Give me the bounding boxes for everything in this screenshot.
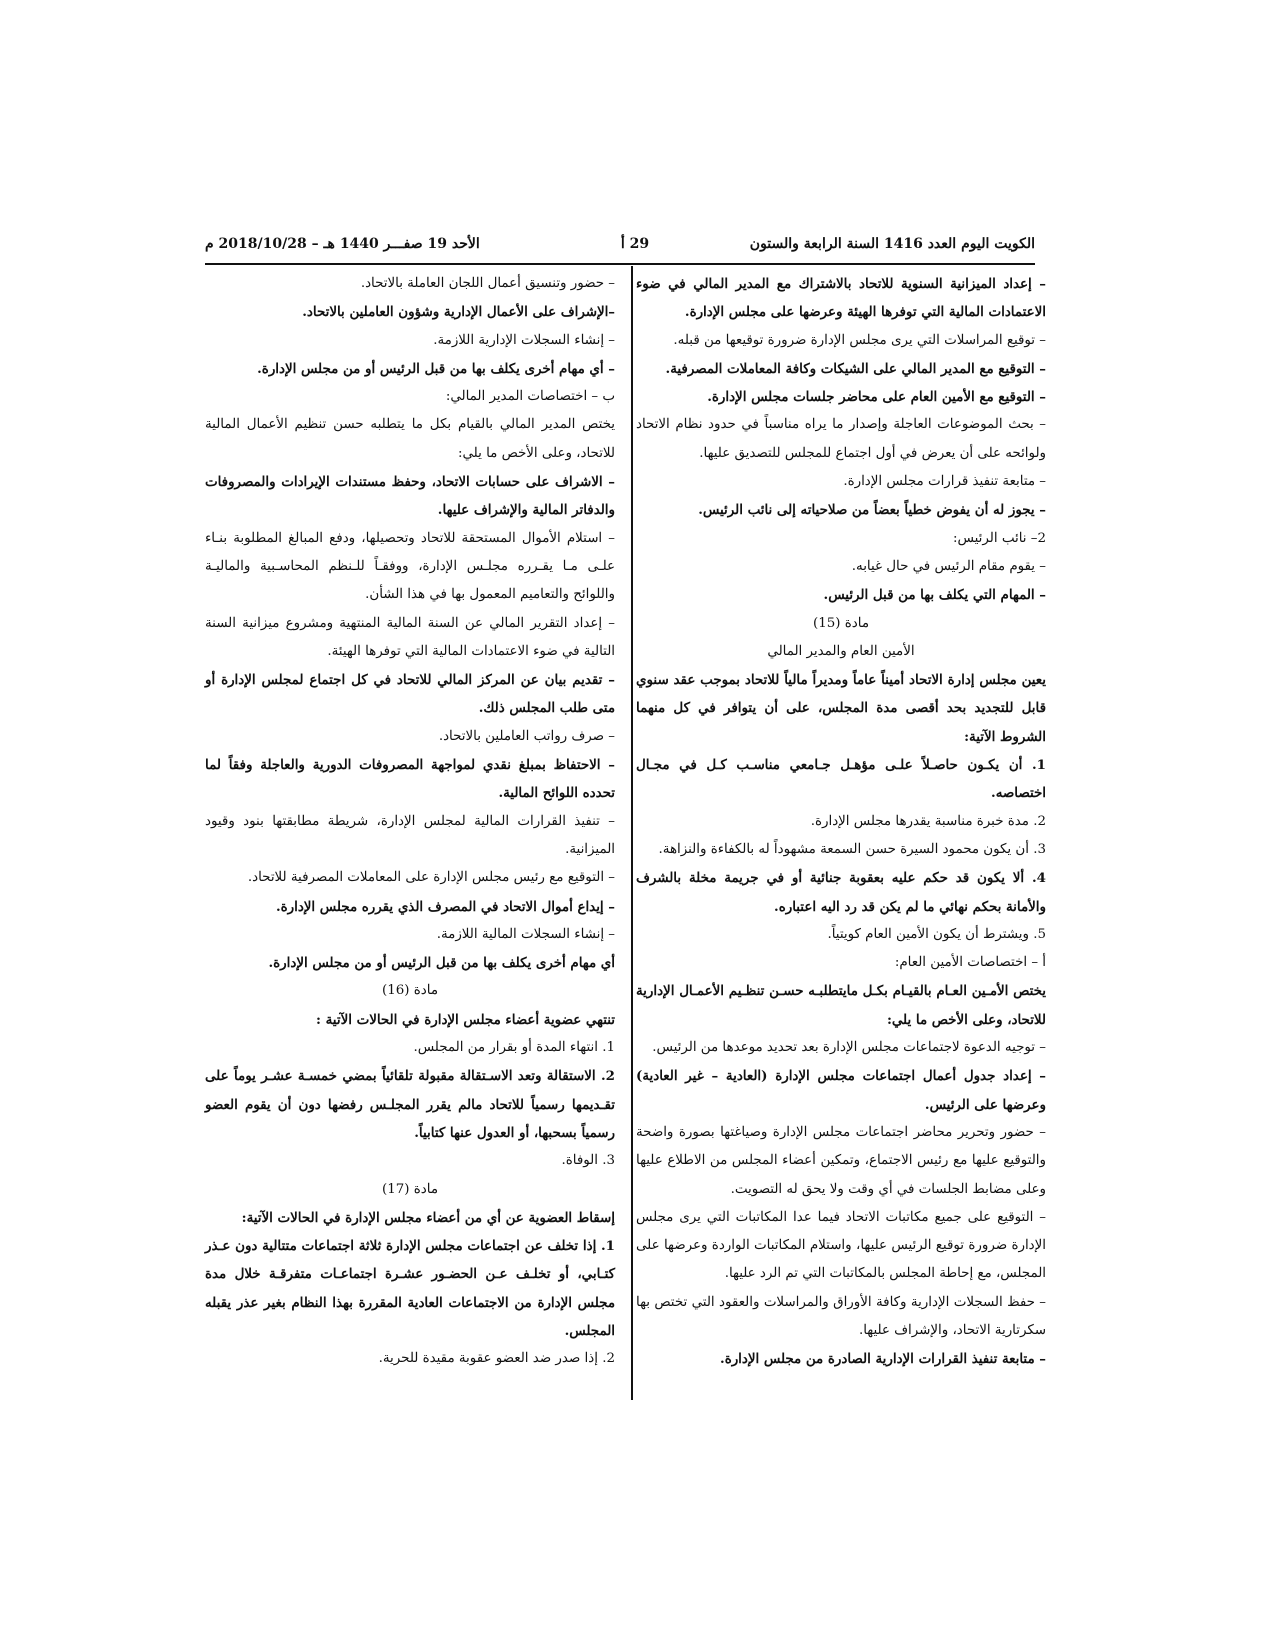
gazette-issue: الكويت اليوم العدد 1416 السنة الرابعة والستون bbox=[749, 236, 1035, 252]
paragraph: تنتهي عضوية أعضاء مجلس الإدارة في الحالات الآتية : bbox=[316, 1011, 615, 1028]
paragraph: – استلام الأموال المستحقة للاتحاد وتحصيلها، ودفع المبالغ المطلوبة بنـاء علـى مـا يقـرره مجلـس الإدارة، ووفقـاً للـنظم المحاسـبية والماليـة واللوائح والتعاميم المعمول بها في هذا الشأن. bbox=[205, 530, 615, 603]
paragraph: يختص الأمـين العـام بالقيـام بكـل مايتطلبـه حسـن تنظـيم الأعمـال الإدارية للاتحاد، وعلى الأخص ما يلي: bbox=[636, 983, 1046, 1028]
paragraph: –الإشراف على الأعمال الإدارية وشؤون العاملين بالاتحاد. bbox=[302, 304, 615, 321]
paragraph: 2– نائب الرئيس: bbox=[953, 530, 1046, 546]
paragraph: – توجيه الدعوة لاجتماعات مجلس الإدارة بعد تحديد موعدها من الرئيس. bbox=[652, 1040, 1046, 1056]
right-column bbox=[636, 270, 1046, 1374]
page-header bbox=[205, 229, 1035, 259]
list-item: 2. إذا صدر ضد العضو عقوبة مقيدة للحرية. bbox=[378, 1351, 615, 1367]
paragraph: – إنشاء السجلات المالية اللازمة. bbox=[436, 926, 615, 942]
list-item: 4. ألا يكون قد حكم عليه بعقوبة جنائية أو في جريمة مخلة بالشرف والأمانة بحكم نهائي ما لم يكن قد رد اليه اعتباره. bbox=[636, 870, 1046, 915]
paragraph: – توقيع المراسلات التي يرى مجلس الإدارة ضرورة توقيعها من قبله. bbox=[673, 332, 1046, 348]
article-heading: مادة (16) bbox=[382, 983, 438, 999]
paragraph: – الاشراف على حسابات الاتحاد، وحفظ مستندات الإيرادات والمصروفات والدفاتر المالية والإشراف عليها. bbox=[205, 474, 615, 519]
paragraph: – يقوم مقام الرئيس في حال غيابه. bbox=[851, 558, 1046, 574]
list-item: 1. أن يكـون حاصـلاً علـى مؤهـل جـامعي مناسـب كـل في مجـال اختصاصه. bbox=[636, 757, 1046, 802]
paragraph: – بحث الموضوعات العاجلة وإصدار ما يراه مناسباً في حدود نظام الاتحاد ولوائحه على أن يعرض في أول اجتماع للمجلس للتصديق عليها. bbox=[636, 417, 1046, 461]
list-item: 3. الوفاة. bbox=[561, 1153, 615, 1169]
article-heading: مادة (17) bbox=[382, 1181, 438, 1197]
header-rule bbox=[205, 263, 1035, 265]
paragraph: – التوقيع على جميع مكاتبات الاتحاد فيما عدا المكاتبات التي يرى مجلس الإدارة ضرورة توقيع الرئيس عليها، واستلام المكاتبات الواردة وعرضها على المجلس، مع إحاطة المجلس بالمكاتبات التي تم الرد عليها. bbox=[636, 1209, 1046, 1282]
paragraph: – إعداد التقرير المالي عن السنة المالية المنتهية ومشروع ميزانية السنة التالية في ضوء الاعتمادات المالية التي توفرها الهيئة. bbox=[205, 615, 615, 659]
paragraph: – إعداد الميزانية السنوية للاتحاد بالاشتراك مع المدير المالي في ضوء الاعتمادات المالية التي توفرها الهيئة وعرضها على مجلس الإدارة. bbox=[636, 276, 1046, 321]
paragraph: – متابعة تنفيذ قرارات مجلس الإدارة. bbox=[843, 474, 1046, 490]
list-item: 1. إذا تخلف عن اجتماعات مجلس الإدارة ثلاثة اجتماعات متتالية دون عـذر كتـابي، أو تخلـف عـن الحضـور عشـرة اجتماعـات متفرقـة خلال مدة مجلس الإدارة من الاجتماعات العادية المقررة بهذا النظام بغير عذر يقبله المجلس. bbox=[205, 1238, 615, 1339]
column-divider bbox=[631, 266, 633, 1400]
paragraph: يختص المدير المالي بالقيام بكل ما يتطلبه حسن تنظيم الأعمال المالية للاتحاد، وعلى الأخص ما يلي: bbox=[205, 417, 615, 461]
list-item: 2. الاستقالة وتعد الاسـتقالة مقبولة تلقائياً بمضي خمسـة عشـر يوماً على تقـديمها رسمياً للاتحاد مالم يقرر المجلـس رفضها دون أن يقوم العضو رسمياً بسحبها، أو العدول عنها كتابياً. bbox=[205, 1068, 615, 1141]
paragraph: يعين مجلس إدارة الاتحاد أميناً عاماً ومديراً مالياً للاتحاد بموجب عقد سنوي قابل للتجديد بحد أقصى مدة المجلس، على أن يتوافر في كل منهما الشروط الآتية: bbox=[636, 672, 1046, 745]
subsection-heading: أ – اختصاصات الأمين العام: bbox=[894, 955, 1046, 971]
paragraph: – صرف رواتب العاملين بالاتحاد. bbox=[438, 728, 615, 744]
subsection-heading: ب – اختصاصات المدير المالي: bbox=[445, 389, 615, 405]
paragraph: – حفظ السجلات الإدارية وكافة الأوراق والمراسلات والعقود التي تختص بها سكرتارية الاتحاد، والإشراف عليها. bbox=[636, 1294, 1046, 1338]
article-heading: مادة (15) bbox=[813, 615, 869, 631]
paragraph: أي مهام أخرى يكلف بها من قبل الرئيس أو من مجلس الإدارة. bbox=[268, 955, 615, 972]
paragraph: – التوقيع مع رئيس مجلس الإدارة على المعاملات المصرفية للاتحاد. bbox=[247, 870, 615, 886]
list-item: 3. أن يكون محمود السيرة حسن السمعة مشهوداً له بالكفاءة والنزاهة. bbox=[658, 841, 1046, 857]
issue-date: الأحد 19 صفـــر 1440 هـ – 2018/10/28 م bbox=[205, 236, 480, 252]
paragraph: – التوقيع مع المدير المالي على الشيكات وكافة المعاملات المصرفية. bbox=[665, 360, 1046, 377]
paragraph: – إنشاء السجلات الإدارية اللازمة. bbox=[433, 332, 615, 348]
paragraph: – حضور وتحرير محاضر اجتماعات مجلس الإدارة وصياغتها بصورة واضحة والتوقيع عليها مع رئيس الاجتماع، وتمكين أعضاء المجلس من الاطلاع عليها وعلى مضابط الجلسات في أي وقت ولا يحق له التصويت. bbox=[636, 1124, 1046, 1197]
paragraph: – إيداع أموال الاتحاد في المصرف الذي يقرره مجلس الإدارة. bbox=[275, 898, 615, 915]
paragraph: – يجوز له أن يفوض خطياً بعضاً من صلاحياته إلى نائب الرئيس. bbox=[698, 502, 1046, 519]
list-item: 1. انتهاء المدة أو بقرار من المجلس. bbox=[413, 1040, 615, 1056]
paragraph: – الاحتفاظ بمبلغ نقدي لمواجهة المصروفات الدورية والعاجلة وفقاً لما تحدده اللوائح المالية. bbox=[205, 757, 615, 802]
paragraph: إسقاط العضوية عن أي من أعضاء مجلس الإدارة في الحالات الآتية: bbox=[241, 1209, 615, 1226]
paragraph: – متابعة تنفيذ القرارات الإدارية الصادرة من مجلس الإدارة. bbox=[720, 1351, 1046, 1368]
list-item: 2. مدة خبرة مناسبة يقدرها مجلس الإدارة. bbox=[810, 813, 1046, 829]
paragraph: – إعداد جدول أعمال اجتماعات مجلس الإدارة (العادية – غير العادية) وعرضها على الرئيس. bbox=[636, 1068, 1046, 1113]
paragraph: – المهام التي يكلف بها من قبل الرئيس. bbox=[823, 587, 1046, 604]
paragraph: – حضور وتنسيق أعمال اللجان العاملة بالاتحاد. bbox=[360, 276, 615, 291]
list-item: 5. ويشترط أن يكون الأمين العام كويتياً. bbox=[827, 926, 1046, 942]
paragraph: – تنفيذ القرارات المالية لمجلس الإدارة، شريطة مطابقتها بنود وقيود الميزانية. bbox=[205, 813, 615, 857]
paragraph: – أي مهام أخرى يكلف بها من قبل الرئيس أو من مجلس الإدارة. bbox=[257, 360, 615, 377]
paragraph: – تقديم بيان عن المركز المالي للاتحاد في كل اجتماع لمجلس الإدارة أو متى طلب المجلس ذلك. bbox=[205, 672, 615, 717]
left-column bbox=[205, 270, 615, 1374]
page-number: 29 أ bbox=[620, 236, 650, 252]
paragraph: – التوقيع مع الأمين العام على محاضر جلسات مجلس الإدارة. bbox=[707, 389, 1046, 406]
section-heading: الأمين العام والمدير المالي bbox=[767, 643, 915, 659]
